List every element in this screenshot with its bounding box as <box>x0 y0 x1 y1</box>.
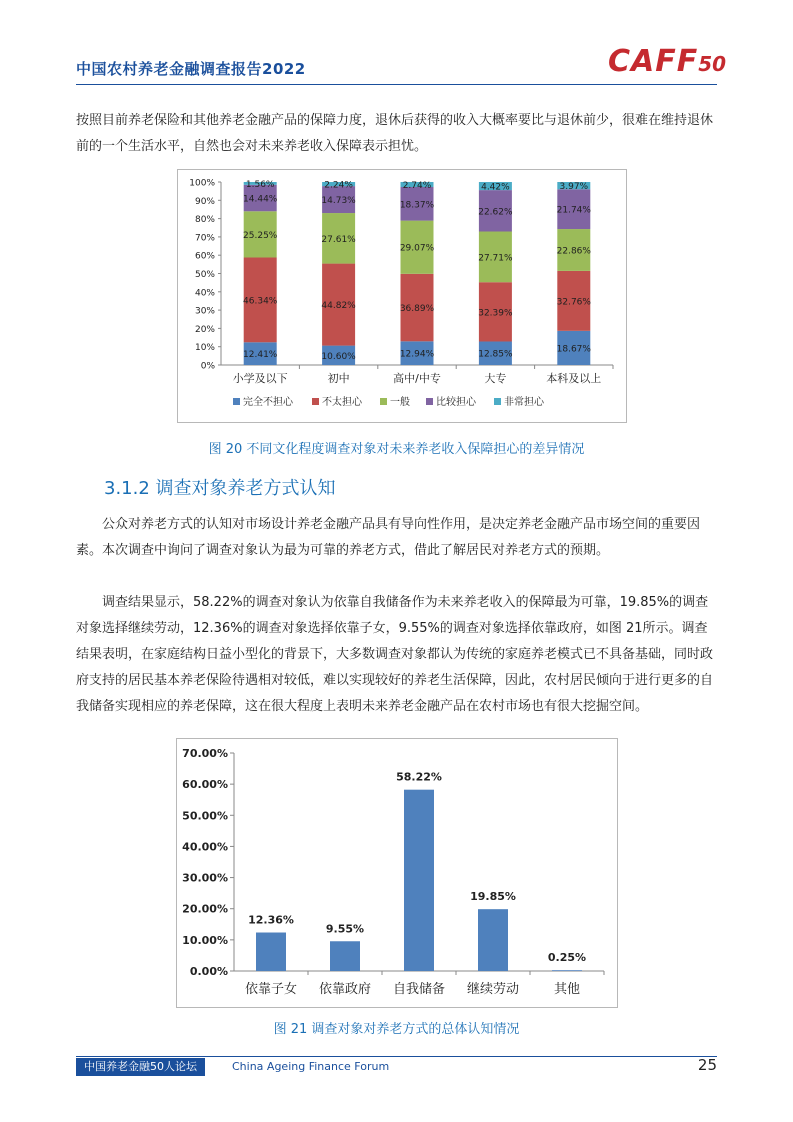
report-title: 中国农村养老金融调查报告2022 <box>76 60 306 78</box>
data-label: 18.37% <box>399 200 435 211</box>
data-label: 1.56% <box>245 179 275 190</box>
x-tick-label: 继续劳动 <box>466 982 520 997</box>
y-tick-label: 10% <box>194 343 215 354</box>
data-label: 29.07% <box>399 243 435 254</box>
y-tick-label: 70.00% <box>182 747 228 760</box>
bar <box>256 933 286 971</box>
y-tick-label: 20% <box>194 324 215 335</box>
data-label: 32.39% <box>478 308 513 319</box>
data-label: 2.74% <box>402 180 432 191</box>
y-tick-label: 50.00% <box>182 809 228 823</box>
y-tick-label: 50% <box>194 270 215 280</box>
logo-text: CAFF <box>608 44 699 79</box>
legend-swatch <box>494 398 501 405</box>
y-tick-label: 10.00% <box>182 933 228 947</box>
legend-label: 不太担心 <box>322 397 362 408</box>
figure-20-caption: 图 20 不同文化程度调查对象对未来养老收入保障担心的差异情况 <box>208 442 585 457</box>
paragraph-2: 调查结果显示，58.22%的调查对象认为依靠自我储备作为未来养老收入的保障最为可靠，19.85%的调查对象选择继续劳动，12.36%的调查对象选择依靠子女，9.55%的调查对象选择依靠政府，如图 21所示。调查结果表明，在家庭结构日益小型化的背景下，大多数调查对象都认为传统的家庭养老模式已不具备基础，同时政府支持的居民基本养老保险待遇相对较低，难以实现较好的养老生活保障，因此，农村居民倾向于进行更多的自我储备实现相应的养老保障，这在很大程度上表明未来养老金融产品在农村市场也有很大挖掘空间。 <box>76 595 714 714</box>
x-tick-label: 高中/中专 <box>393 372 441 385</box>
data-label: 14.73% <box>321 196 356 207</box>
x-tick-label: 其他 <box>553 982 581 997</box>
legend-label: 比较担心 <box>436 397 476 408</box>
legend-swatch <box>426 398 433 405</box>
data-label: 27.61% <box>321 234 356 245</box>
y-tick-label: 40% <box>194 288 215 299</box>
x-tick-label: 依靠政府 <box>318 982 372 997</box>
stacked-bar-chart <box>178 170 626 422</box>
y-tick-label: 100% <box>189 178 215 189</box>
caff-logo <box>608 44 726 79</box>
legend-swatch <box>380 398 387 405</box>
data-label: 14.44% <box>243 194 278 205</box>
y-tick-label: 30% <box>194 306 215 317</box>
data-label: 27.71% <box>478 253 513 264</box>
y-tick-label: 40.00% <box>182 840 228 854</box>
y-tick-label: 0.00% <box>189 965 228 978</box>
data-label: 9.55% <box>325 922 365 936</box>
paragraph-1: 公众对养老方式的认知对市场设计养老金融产品具有导向性作用，是决定养老金融产品市场空间的重要因素。本次调查中询问了调查对象认为最为可靠的养老方式，借此了解居民对养老方式的预期。 <box>76 517 701 558</box>
y-tick-label: 60.00% <box>182 778 228 792</box>
y-tick-label: 30.00% <box>182 871 228 885</box>
footer-divider <box>76 1056 717 1057</box>
data-label: 32.76% <box>556 297 591 308</box>
data-label: 25.25% <box>243 230 278 241</box>
figure-21 <box>176 738 618 1008</box>
bar <box>330 941 360 971</box>
y-tick-label: 90% <box>194 196 215 207</box>
y-tick-label: 20.00% <box>182 902 228 916</box>
legend-label: 完全不担心 <box>243 397 293 408</box>
bar <box>478 909 508 971</box>
footer-forum-english: China Ageing Finance Forum <box>232 1060 390 1073</box>
data-label: 10.60% <box>321 351 356 362</box>
data-label: 46.34% <box>243 296 278 307</box>
x-tick-label: 依靠子女 <box>244 982 298 997</box>
y-tick-label: 70% <box>194 233 215 244</box>
footer-forum-badge: 中国养老金融50人论坛 <box>76 1058 205 1076</box>
data-label: 3.97% <box>559 182 589 193</box>
bar <box>552 970 582 971</box>
page-number: 25 <box>697 1056 717 1074</box>
figure-21-caption: 图 21 调查对象对养老方式的总体认知情况 <box>273 1022 520 1037</box>
data-label: 36.89% <box>399 304 435 315</box>
legend-swatch <box>233 398 240 405</box>
data-label: 12.94% <box>399 349 435 360</box>
y-tick-label: 0% <box>200 361 215 372</box>
legend-swatch <box>312 398 319 405</box>
data-label: 58.22% <box>396 770 442 784</box>
data-label: 0.25% <box>547 951 587 965</box>
x-tick-label: 自我储备 <box>392 982 446 997</box>
bar-chart <box>177 739 617 1007</box>
data-label: 18.67% <box>556 344 591 355</box>
data-label: 12.85% <box>478 349 513 360</box>
x-tick-label: 本科及以上 <box>546 372 602 385</box>
logo-number: 50 <box>698 52 727 76</box>
x-tick-label: 大专 <box>484 372 507 385</box>
data-label: 12.41% <box>243 350 278 361</box>
data-label: 12.36% <box>248 913 294 927</box>
header-divider <box>76 84 717 85</box>
y-tick-label: 80% <box>194 215 215 226</box>
data-label: 44.82% <box>321 301 356 312</box>
data-label: 21.74% <box>556 205 591 216</box>
data-label: 2.24% <box>324 180 353 191</box>
legend-label: 一般 <box>390 397 410 408</box>
y-tick-label: 60% <box>194 251 215 262</box>
data-label: 22.62% <box>478 207 513 218</box>
data-label: 19.85% <box>470 890 516 904</box>
data-label: 4.42% <box>481 182 510 193</box>
bar <box>404 790 434 971</box>
x-tick-label: 初中 <box>327 372 350 385</box>
legend-label: 非常担心 <box>504 397 544 408</box>
x-tick-label: 小学及以下 <box>232 372 288 385</box>
section-heading: 3.1.2 调查对象养老方式认知 <box>104 478 336 499</box>
paragraph-intro: 按照目前养老保险和其他养老金融产品的保障力度，退休后获得的收入大概率要比与退休前少，很难在维持退休前的一个生活水平，自然也会对未来养老收入保障表示担忧。 <box>76 113 714 154</box>
figure-20 <box>177 169 627 423</box>
data-label: 22.86% <box>556 246 591 257</box>
